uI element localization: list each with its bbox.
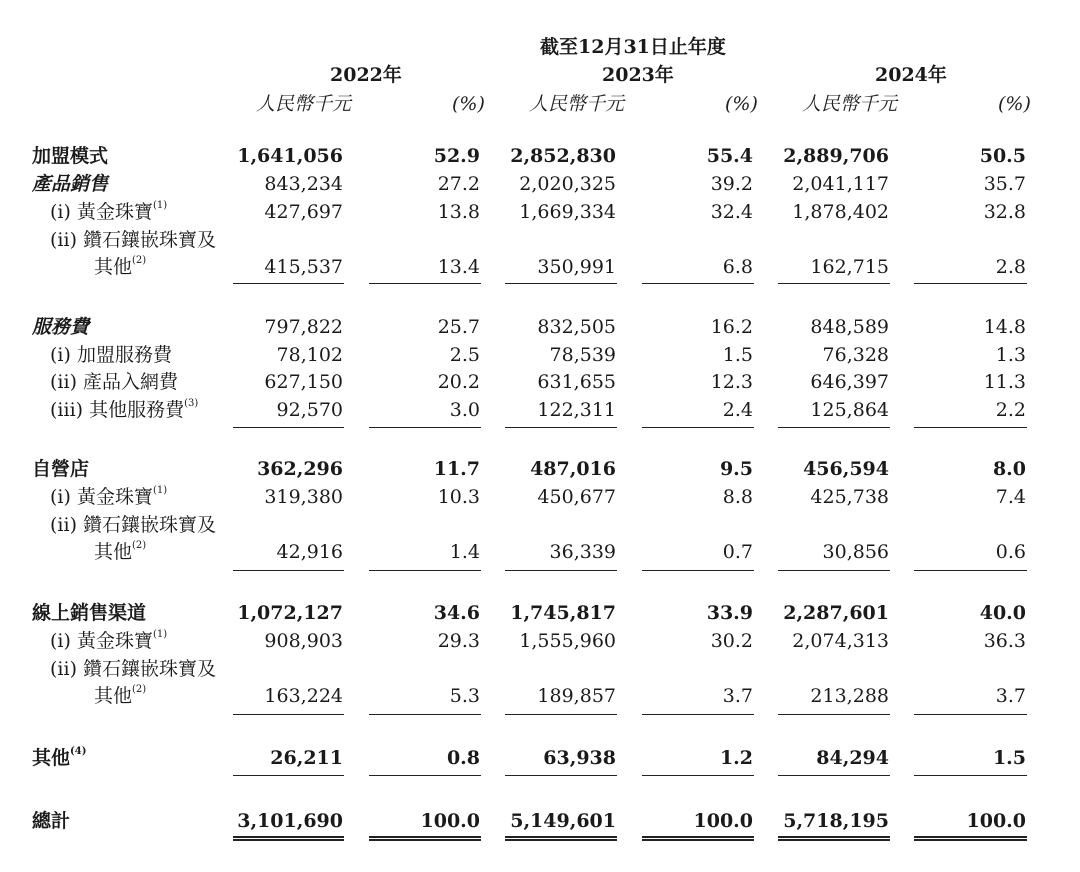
cell-pct-2022: 13.8 — [437, 201, 480, 223]
unit-amount-2024: 人民幣千元 — [802, 93, 898, 115]
footnote-ref: (1) — [152, 200, 168, 211]
footnote-ref: (1) — [152, 629, 168, 640]
cell-amount-2024: 2,074,313 — [792, 630, 889, 652]
cell-amount-2023: 631,655 — [537, 371, 616, 393]
cell-pct-2022: 11.7 — [433, 458, 480, 480]
subtotal-rule — [233, 714, 344, 715]
cell-amount-2022: 362,296 — [257, 458, 343, 480]
row-label: (i) 加盟服務費 — [50, 344, 172, 366]
cell-pct-2024: 3.7 — [995, 685, 1026, 707]
cell-amount-2023: 350,991 — [537, 256, 616, 278]
subtotal-rule — [642, 427, 754, 428]
cell-pct-2024: 14.8 — [983, 316, 1026, 338]
cell-pct-2022: 2.5 — [449, 344, 480, 366]
subtotal-rule — [233, 570, 344, 571]
cell-pct-2023: 32.4 — [710, 201, 753, 223]
year-header-2023: 2023年 — [602, 64, 674, 86]
cell-pct-2022: 0.8 — [446, 747, 480, 769]
cell-amount-2022: 1,641,056 — [237, 145, 343, 167]
year-header-2022: 2022年 — [330, 64, 402, 86]
cell-pct-2024: 11.3 — [983, 371, 1026, 393]
cell-amount-2023: 2,852,830 — [510, 145, 616, 167]
cell-amount-2024: 1,878,402 — [792, 201, 889, 223]
subtotal-rule — [778, 714, 890, 715]
subtotal-rule — [914, 427, 1027, 428]
subtotal-rule — [505, 570, 617, 571]
cell-amount-2023: 63,938 — [543, 747, 616, 769]
cell-amount-2022: 1,072,127 — [237, 602, 343, 624]
cell-amount-2023: 1,555,960 — [519, 630, 616, 652]
cell-pct-2022: 27.2 — [437, 173, 480, 195]
cell-pct-2024: 1.3 — [995, 344, 1026, 366]
cell-amount-2023: 36,339 — [549, 541, 616, 563]
cell-amount-2022: 78,102 — [276, 344, 343, 366]
footnote-ref: (3) — [184, 398, 199, 409]
cell-pct-2022: 5.3 — [449, 685, 480, 707]
cell-amount-2023: 122,311 — [537, 399, 616, 421]
subtotal-rule — [914, 775, 1027, 776]
footnote-ref: (2) — [132, 255, 147, 266]
cell-amount-2022: 92,570 — [276, 399, 343, 421]
cell-pct-2022: 13.4 — [437, 256, 480, 278]
cell-amount-2024: 456,594 — [803, 458, 889, 480]
row-label: 總計 — [32, 810, 71, 832]
subtotal-rule — [778, 283, 890, 284]
footnote-ref: (1) — [152, 485, 168, 496]
cell-amount-2022: 26,211 — [270, 747, 343, 769]
subtotal-rule — [505, 427, 617, 428]
cell-amount-2022: 627,150 — [264, 371, 343, 393]
cell-pct-2023: 55.4 — [706, 145, 753, 167]
subtotal-rule — [369, 570, 481, 571]
row-label: 自營店 — [32, 458, 90, 480]
cell-pct-2024: 32.8 — [983, 201, 1026, 223]
cell-amount-2024: 84,294 — [816, 747, 889, 769]
subtotal-rule — [642, 775, 754, 776]
cell-pct-2024: 2.8 — [995, 256, 1026, 278]
cell-pct-2023: 8.8 — [722, 486, 753, 508]
row-label: (iii) 其他服務費$^{(3)}$ — [50, 398, 199, 421]
cell-amount-2024: 2,041,117 — [792, 173, 889, 195]
cell-amount-2024: 2,889,706 — [783, 145, 889, 167]
subtotal-rule — [778, 427, 890, 428]
cell-amount-2023: 5,149,601 — [510, 810, 616, 832]
cell-amount-2023: 487,016 — [530, 458, 616, 480]
cell-amount-2024: 425,738 — [810, 486, 889, 508]
row-label: (ii) 鑽石鑲嵌珠寶及 — [50, 229, 217, 251]
cell-amount-2022: 42,916 — [276, 541, 343, 563]
period-header: 截至12月31日止年度 — [540, 36, 726, 58]
cell-amount-2024: 30,856 — [822, 541, 889, 563]
footnote-ref: (2) — [132, 540, 147, 551]
cell-amount-2022: 319,380 — [264, 486, 343, 508]
cell-pct-2023: 1.5 — [722, 344, 753, 366]
row-label: (i) 黃金珠寶$^{(1)}$ — [50, 629, 168, 652]
cell-amount-2024: 5,718,195 — [783, 810, 889, 832]
cell-amount-2024: 646,397 — [810, 371, 889, 393]
footnote-ref: (4) — [70, 746, 87, 757]
cell-amount-2022: 843,234 — [264, 173, 343, 195]
subtotal-rule — [914, 714, 1027, 715]
cell-amount-2022: 163,224 — [264, 685, 343, 707]
total-double-rule — [369, 836, 481, 841]
cell-pct-2023: 39.2 — [710, 173, 753, 195]
cell-pct-2024: 8.0 — [992, 458, 1026, 480]
cell-pct-2022: 3.0 — [449, 399, 480, 421]
row-label: 其他$^{(4)}$ — [32, 746, 87, 769]
total-double-rule — [914, 836, 1027, 841]
cell-pct-2023: 3.7 — [722, 685, 753, 707]
cell-amount-2022: 908,903 — [264, 630, 343, 652]
unit-pct-2022: (%) — [452, 93, 485, 115]
cell-pct-2023: 9.5 — [719, 458, 753, 480]
subtotal-rule — [233, 775, 344, 776]
row-label: (ii) 鑽石鑲嵌珠寶及 — [50, 514, 217, 536]
cell-pct-2022: 10.3 — [437, 486, 480, 508]
cell-pct-2024: 0.6 — [995, 541, 1026, 563]
row-label: (i) 黃金珠寶$^{(1)}$ — [50, 485, 168, 508]
subtotal-rule — [369, 283, 481, 284]
cell-amount-2023: 189,857 — [537, 685, 616, 707]
cell-pct-2023: 16.2 — [710, 316, 753, 338]
unit-pct-2024: (%) — [998, 93, 1031, 115]
cell-amount-2023: 832,505 — [537, 316, 616, 338]
cell-pct-2022: 20.2 — [437, 371, 480, 393]
cell-pct-2023: 2.4 — [722, 399, 753, 421]
cell-amount-2023: 2,020,325 — [519, 173, 616, 195]
subtotal-rule — [505, 775, 617, 776]
cell-amount-2024: 2,287,601 — [783, 602, 889, 624]
cell-amount-2023: 78,539 — [549, 344, 616, 366]
row-label: 其他$^{(2)}$ — [94, 684, 147, 707]
cell-amount-2024: 848,589 — [810, 316, 889, 338]
cell-amount-2022: 3,101,690 — [237, 810, 343, 832]
cell-amount-2023: 1,745,817 — [510, 602, 616, 624]
cell-pct-2023: 12.3 — [710, 371, 753, 393]
cell-pct-2022: 52.9 — [433, 145, 480, 167]
subtotal-rule — [778, 570, 890, 571]
row-label: 其他$^{(2)}$ — [94, 255, 147, 278]
cell-pct-2022: 29.3 — [437, 630, 480, 652]
cell-pct-2022: 34.6 — [433, 602, 480, 624]
cell-pct-2024: 50.5 — [979, 145, 1026, 167]
subtotal-rule — [642, 714, 754, 715]
subtotal-rule — [369, 714, 481, 715]
total-double-rule — [233, 836, 344, 841]
cell-pct-2024: 2.2 — [995, 399, 1026, 421]
cell-amount-2023: 450,677 — [537, 486, 616, 508]
cell-amount-2024: 213,288 — [810, 685, 889, 707]
subtotal-rule — [505, 283, 617, 284]
cell-pct-2023: 6.8 — [722, 256, 753, 278]
row-label: (ii) 產品入網費 — [50, 371, 179, 393]
cell-pct-2022: 100.0 — [420, 810, 480, 832]
cell-pct-2024: 7.4 — [995, 486, 1026, 508]
total-double-rule — [778, 836, 890, 841]
cell-pct-2023: 0.7 — [722, 541, 753, 563]
cell-amount-2022: 415,537 — [264, 256, 343, 278]
cell-amount-2024: 162,715 — [810, 256, 889, 278]
cell-pct-2024: 35.7 — [983, 173, 1026, 195]
cell-amount-2023: 1,669,334 — [519, 201, 616, 223]
cell-pct-2024: 1.5 — [992, 747, 1026, 769]
subtotal-rule — [642, 570, 754, 571]
subtotal-rule — [369, 775, 481, 776]
row-label: (ii) 鑽石鑲嵌珠寶及 — [50, 658, 217, 680]
row-label: 加盟模式 — [32, 145, 109, 167]
total-double-rule — [642, 836, 754, 841]
cell-pct-2023: 30.2 — [710, 630, 753, 652]
unit-pct-2023: (%) — [725, 93, 758, 115]
year-header-2024: 2024年 — [875, 64, 947, 86]
row-label: (i) 黃金珠寶$^{(1)}$ — [50, 200, 168, 223]
subtotal-rule — [233, 283, 344, 284]
cell-amount-2024: 125,864 — [810, 399, 889, 421]
subtotal-rule — [642, 283, 754, 284]
cell-amount-2022: 797,822 — [264, 316, 343, 338]
subtotal-rule — [778, 775, 890, 776]
cell-pct-2022: 25.7 — [437, 316, 480, 338]
cell-pct-2024: 36.3 — [983, 630, 1026, 652]
cell-amount-2024: 76,328 — [822, 344, 889, 366]
row-label: 服務費 — [32, 316, 90, 338]
cell-pct-2022: 1.4 — [449, 541, 480, 563]
cell-pct-2024: 40.0 — [979, 602, 1026, 624]
subtotal-rule — [233, 427, 344, 428]
cell-amount-2022: 427,697 — [264, 201, 343, 223]
subtotal-rule — [505, 714, 617, 715]
row-label: 線上銷售渠道 — [32, 602, 147, 624]
unit-amount-2022: 人民幣千元 — [256, 93, 352, 115]
row-label: 其他$^{(2)}$ — [94, 540, 147, 563]
subtotal-rule — [914, 283, 1027, 284]
cell-pct-2024: 100.0 — [966, 810, 1026, 832]
subtotal-rule — [914, 570, 1027, 571]
subtotal-rule — [369, 427, 481, 428]
cell-pct-2023: 1.2 — [719, 747, 753, 769]
cell-pct-2023: 100.0 — [693, 810, 753, 832]
total-double-rule — [505, 836, 617, 841]
row-label: 產品銷售 — [32, 173, 109, 195]
footnote-ref: (2) — [132, 684, 147, 695]
unit-amount-2023: 人民幣千元 — [529, 93, 625, 115]
cell-pct-2023: 33.9 — [706, 602, 753, 624]
